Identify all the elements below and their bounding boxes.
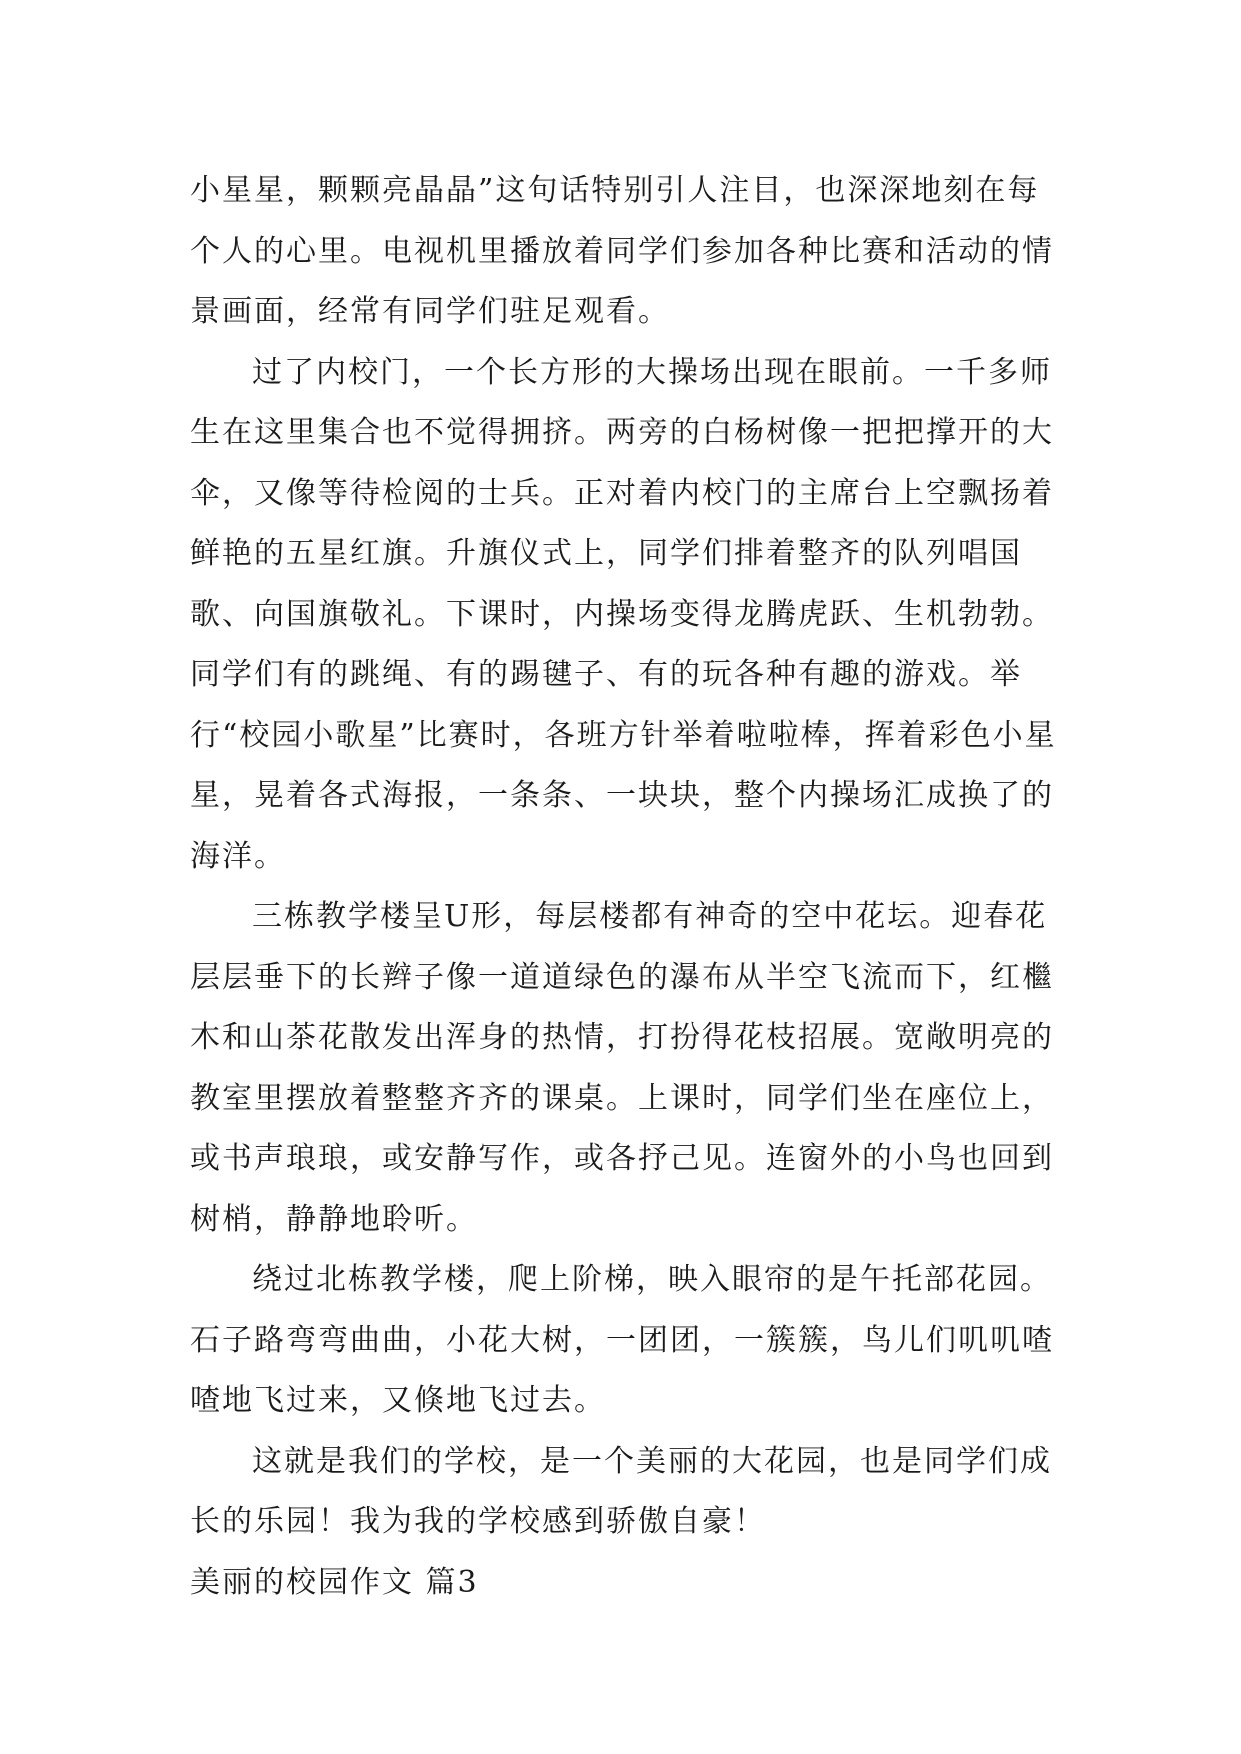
paragraph-garden: 绕过北栋教学楼，爬上阶梯，映入眼帘的是午托部花园。石子路弯弯曲曲，小花大树，一团团，一簇簇，鸟儿们叽叽喳喳地飞过来，又倏地飞过去。 bbox=[190, 1262, 1054, 1418]
section-heading: 美丽的校园作文 篇3 bbox=[190, 1564, 479, 1600]
paragraph-conclusion: 这就是我们的学校，是一个美丽的大花园，也是同学们成长的乐园！我为我的学校感到骄傲自豪！ bbox=[190, 1443, 1052, 1539]
paragraph-playground: 过了内校门，一个长方形的大操场出现在眼前。一千多师生在这里集合也不觉得拥挤。两旁的白杨树像一把把撑开的大伞，又像等待检阅的士兵。正对着内校门的主席台上空飘扬着鲜艳的五星红旗。升旗仪式上，同学们排着整齐的队列唱国歌、向国旗敬礼。下课时，内操场变得龙腾虎跃、生机勃勃。同学们有的跳绳、有的踢毽子、有的玩各种有趣的游戏。举行“校园小歌星”比赛时，各班方针举着啦啦棒，挥着彩色小星星，晃着各式海报，一条条、一块块，整个内操场汇成换了的海洋。 bbox=[190, 354, 1057, 874]
paragraph-teaching-building: 三栋教学楼呈U形，每层楼都有神奇的空中花坛。迎春花层层垂下的长辫子像一道道绿色的瀑布从半空飞流而下，红檵木和山茶花散发出浑身的热情，打扮得花枝招展。宽敞明亮的教室里摆放着整整齐齐的课桌。上课时，同学们坐在座位上，或书声琅琅，或安静写作，或各抒己见。连窗外的小鸟也回到树梢，静静地聆听。 bbox=[190, 899, 1054, 1237]
document-body bbox=[190, 161, 1060, 1613]
paragraph-continuation: 小星星，颗颗亮晶晶”这句话特别引人注目，也深深地刻在每个人的心里。电视机里播放着同学们参加各种比赛和活动的情景画面，经常有同学们驻足观看。 bbox=[190, 173, 1054, 329]
